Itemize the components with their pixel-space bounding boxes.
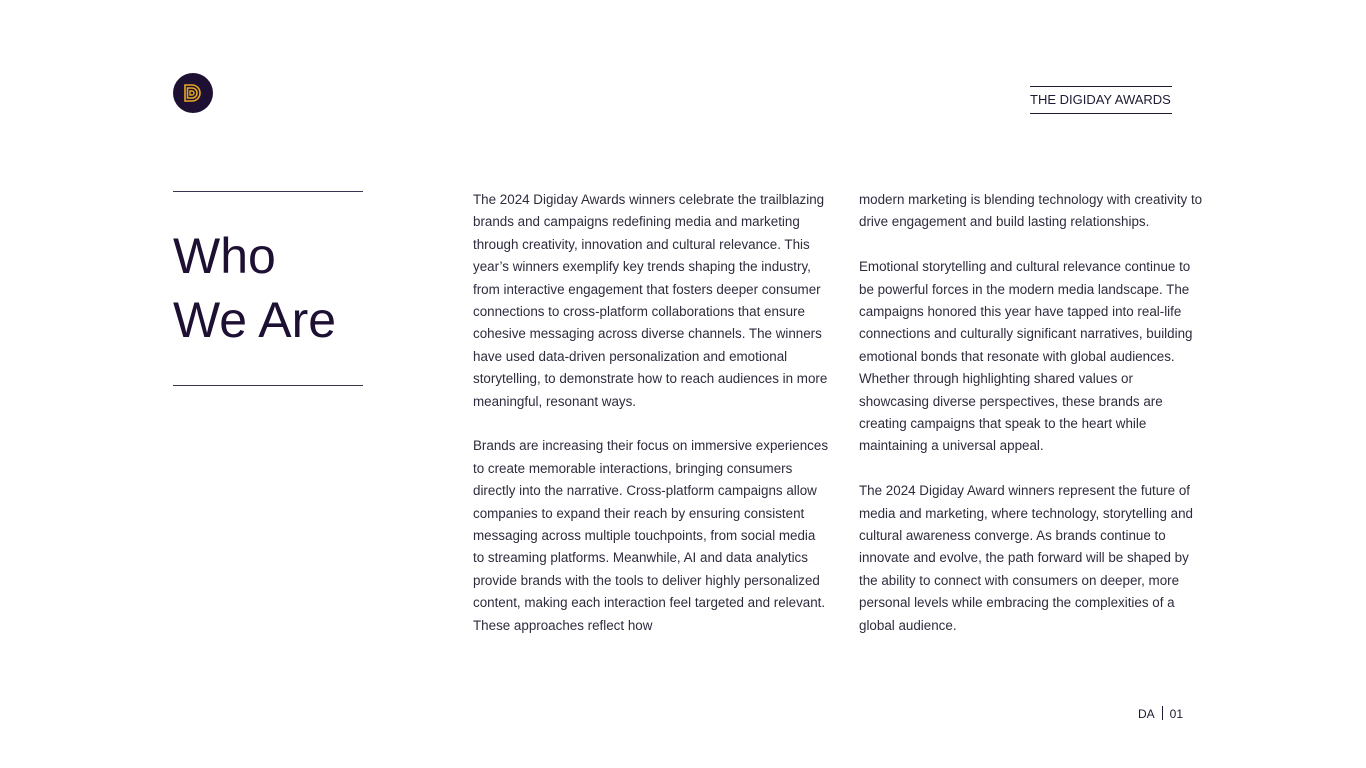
title-top-divider [173,191,363,192]
page-number: 01 [1169,707,1184,721]
brand-header-label: THE DIGIDAY AWARDS [1030,86,1172,114]
page-title-line-1: Who [173,228,276,284]
body-paragraph: The 2024 Digiday Awards winners celebrate the trailblazing brands and campaigns redefining media and marketing through creativity, innovation and cultural relevance. This year’s winners exemplify key trends shaping the industry, from interactive engagement that fosters deeper consumer connections to cross-platform collaborations that ensure cohesive messaging across diverse channels. The winners have used data-driven personalization and emotional storytelling, to demonstrate how to reach audiences in more meaningful, resonant ways. [473,192,828,409]
body-paragraph: Emotional storytelling and cultural relevance continue to be powerful forces in the modern media landscape. The campaigns honored this year have tapped into real-life connections and culturally significant narratives, building emotional bonds that resonate with global audiences. Whether through highlighting shared values or showcasing diverse perspectives, these brands are creating campaigns that speak to the heart while maintaining a universal appeal. [859,259,1193,454]
digiday-logo [173,73,213,113]
page-title-line-2: We Are [173,292,337,348]
body-paragraph: modern marketing is blending technology with creativity to drive engagement and build lasting relationships. [859,192,1203,230]
body-column-right [859,189,1204,659]
digiday-d-logo-icon [173,73,213,113]
page-title [173,224,423,352]
footer-label: DA [1138,707,1155,721]
body-paragraph: Brands are increasing their focus on immersive experiences to create memorable interactions, bringing consumers directly into the narrative. Cross-platform campaigns allow companies to expand their reach by ensuring consistent messaging across multiple touchpoints, from social media to streaming platforms. Meanwhile, AI and data analytics provide brands with the tools to deliver highly personalized content, making each interaction feel targeted and relevant. These approaches reflect how [473,438,829,633]
page-footer [1138,706,1183,722]
body-paragraph: The 2024 Digiday Award winners represent the future of media and marketing, where technology, storytelling and cultural awareness converge. As brands continue to innovate and evolve, the path forward will be shaped by the ability to connect with consumers on deeper, more personal levels while embracing the complexities of a global audience. [859,483,1193,633]
title-bottom-divider [173,385,363,386]
body-column-left [473,189,829,660]
footer-separator [1162,706,1163,720]
